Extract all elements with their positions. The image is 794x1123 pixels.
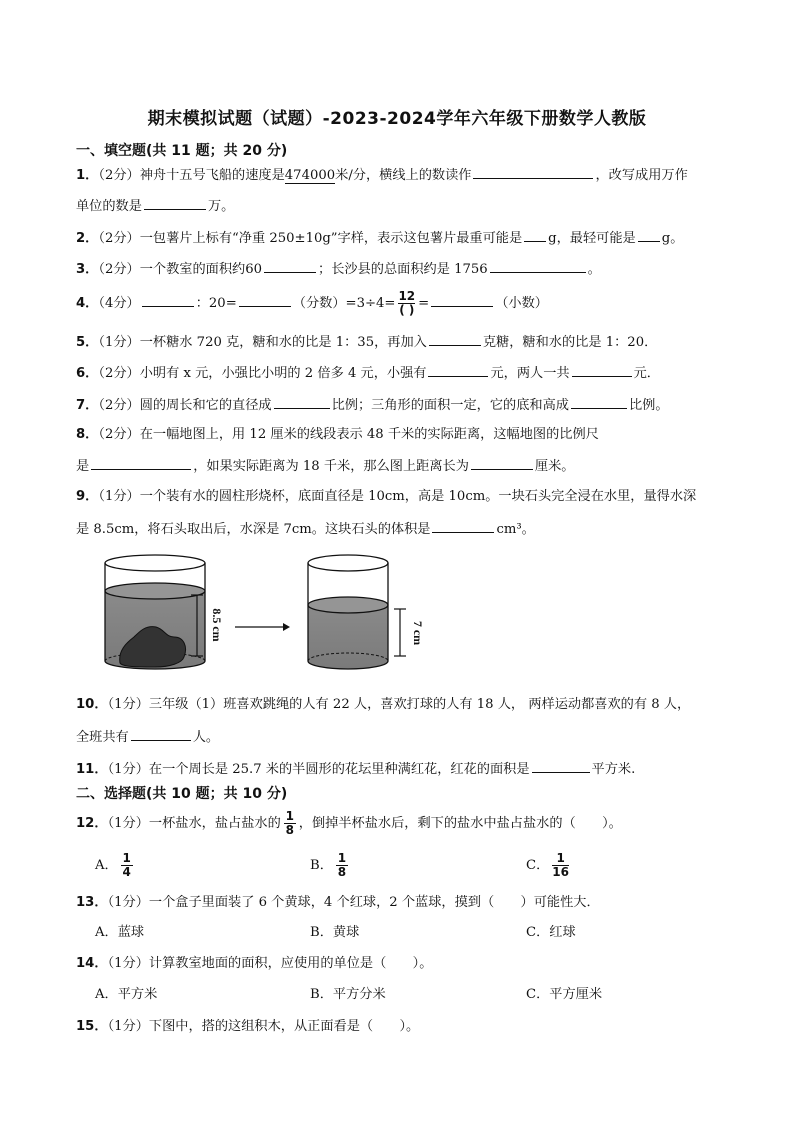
question-text: 小明有 x 元，小强比小明的 2 倍多 4 元，小强有 <box>139 366 427 381</box>
answer-blank[interactable] <box>431 292 493 307</box>
answer-blank[interactable] <box>572 362 632 377</box>
option-c[interactable]: C．平方厘米 <box>526 987 603 1002</box>
option-label: C． <box>526 858 550 873</box>
answer-blank[interactable] <box>490 258 586 273</box>
option-label: B． <box>310 858 333 873</box>
answer-blank[interactable] <box>264 258 316 273</box>
question-text: cm³。 <box>496 522 535 537</box>
points: （1分） <box>98 489 140 504</box>
section-heading-multiple-choice: 二、选择题(共 10 题；共 10 分) <box>76 786 288 802</box>
answer-blank[interactable] <box>429 331 481 346</box>
option-a[interactable] <box>95 850 136 882</box>
points: （1分） <box>98 335 140 350</box>
question-text: ，倒掉半杯盐水后，剩下的盐水中盐占盐水的（ ）。 <box>298 816 622 831</box>
points: （1分） <box>107 895 149 910</box>
question-text: ，改写成用万作 <box>595 168 688 183</box>
question-4 <box>76 290 548 318</box>
question-11 <box>76 758 635 780</box>
points: （2分） <box>98 262 140 277</box>
question-text: ，如果实际距离为 18 千米，那么图上距离长为 <box>193 459 469 474</box>
page-title: 期末模拟试题（试题）-2023-2024学年六年级下册数学人教版 <box>147 109 647 129</box>
question-text: 。 <box>587 262 601 277</box>
question-text: 一杯盐水，盐占盐水的 <box>148 816 281 831</box>
question-10-line-2 <box>76 726 219 748</box>
water-depth-label-right: 7 cm <box>411 620 425 646</box>
denominator: 16 <box>552 865 569 879</box>
question-text: 在一个周长是 25.7 米的半圆形的花坛里种满红花，红花的面积是 <box>148 762 530 777</box>
numerator: 1 <box>122 851 131 865</box>
question-text: 计算教室地面的面积，应使用的单位是（ ）。 <box>148 956 433 971</box>
denominator: 8 <box>337 865 347 879</box>
points: （4分） <box>98 296 140 311</box>
fraction <box>552 852 569 879</box>
fraction <box>121 852 133 879</box>
numerator: 1 <box>337 851 347 865</box>
question-text: 在一幅地图上，用 12 厘米的线段表示 48 千米的实际距离，这幅地图的比例尺 <box>139 427 599 442</box>
beakers-figure <box>100 553 440 678</box>
answer-blank[interactable] <box>571 394 627 409</box>
question-text: 全班共有 <box>76 730 129 745</box>
question-text: 一杯糖水 720 克，糖和水的比是 1：35，再加入 <box>139 335 427 350</box>
question-text: 比例；三角形的面积一定，它的底和高成 <box>331 398 569 413</box>
question-text: 神舟十五号飞船的速度是 <box>139 168 285 183</box>
points: （2分） <box>98 427 140 442</box>
question-9-line-1 <box>76 487 696 507</box>
question-9-line-2 <box>76 518 535 540</box>
answer-blank[interactable] <box>471 455 533 470</box>
question-number: 14． <box>76 956 108 971</box>
water-depth-label-left: 8.5 cm <box>210 608 224 642</box>
answer-blank[interactable] <box>532 758 590 773</box>
answer-blank[interactable] <box>638 227 660 242</box>
question-number: 10． <box>76 697 108 712</box>
points: （1分） <box>107 1019 149 1034</box>
fraction <box>398 290 415 317</box>
question-13 <box>76 893 600 913</box>
question-number: 15． <box>76 1019 108 1034</box>
answer-blank[interactable] <box>274 394 330 409</box>
question-text: 米/分，横线上的数读作 <box>335 168 472 183</box>
question-text: 单位的数是 <box>76 199 142 214</box>
underlined-number: 474000 <box>284 168 336 183</box>
answer-blank[interactable] <box>131 726 191 741</box>
question-text: 平方米. <box>591 762 636 777</box>
points: （2分） <box>98 168 140 183</box>
numerator: 1 <box>556 851 565 865</box>
question-7 <box>76 394 669 416</box>
question-12 <box>76 808 622 840</box>
question-2 <box>76 227 683 249</box>
fraction <box>284 810 296 837</box>
answer-blank[interactable] <box>432 518 494 533</box>
question-10-line-1 <box>76 695 690 715</box>
question-8-line-1 <box>76 425 599 445</box>
option-b[interactable]: B．平方分米 <box>310 987 386 1002</box>
points: （1分） <box>107 956 149 971</box>
question-text: 是 <box>76 459 90 474</box>
points: （2分） <box>98 231 140 246</box>
option-c[interactable] <box>526 850 572 882</box>
question-text: 三年级（1）班喜欢跳绳的人有 22 人，喜欢打球的人有 18 人， 两样运动都喜欢的有 8 人， <box>148 697 691 712</box>
option-b[interactable] <box>310 850 351 882</box>
points: （1分） <box>107 697 149 712</box>
question-number: 9． <box>76 489 99 504</box>
option-a[interactable]: A．平方米 <box>95 987 158 1002</box>
answer-blank[interactable] <box>473 164 593 179</box>
question-text: 元． <box>633 366 660 381</box>
question-6 <box>76 362 660 384</box>
question-text: ：20= <box>195 296 237 311</box>
option-a[interactable]: A．蓝球 <box>95 925 145 940</box>
question-8-line-2 <box>76 455 574 477</box>
question-text: （小数） <box>495 296 548 311</box>
question-number: 8． <box>76 427 99 442</box>
question-text: 一个教室的面积约60 <box>139 262 263 277</box>
question-number: 1． <box>76 168 99 183</box>
question-number: 2． <box>76 231 99 246</box>
question-text: g，最轻可能是 <box>548 231 636 246</box>
numerator: 1 <box>285 809 294 823</box>
section-heading-fill-in: 一、填空题(共 11 题；共 20 分) <box>76 143 288 159</box>
answer-blank[interactable] <box>524 227 546 242</box>
points: （1分） <box>107 762 149 777</box>
question-number: 6． <box>76 366 99 381</box>
question-number: 5． <box>76 335 99 350</box>
question-1-line-1 <box>76 164 688 186</box>
answer-blank[interactable] <box>144 195 206 210</box>
question-text: 下图中，搭的这组积木，从正面看是（ ）。 <box>148 1019 420 1034</box>
question-number: 13． <box>76 895 108 910</box>
option-b[interactable]: B．黄球 <box>310 925 360 940</box>
denominator: 4 <box>122 865 131 879</box>
question-text: g。 <box>661 231 684 246</box>
question-15 <box>76 1017 419 1037</box>
left-beaker <box>105 555 224 669</box>
answer-blank[interactable] <box>239 292 291 307</box>
question-text: 圆的周长和它的直径成 <box>139 398 272 413</box>
question-5 <box>76 331 657 353</box>
numerator: 12 <box>398 289 416 303</box>
option-label: A． <box>95 858 118 873</box>
option-c[interactable]: C．红球 <box>526 925 576 940</box>
question-text: 比例。 <box>628 398 669 413</box>
question-number: 11． <box>76 762 108 777</box>
question-3 <box>76 258 601 280</box>
question-text: 一个装有水的圆柱形烧杯，底面直径是 10cm，高是 10cm。一块石头完全浸在水里，量得水深 <box>139 489 697 504</box>
answer-blank[interactable] <box>91 455 191 470</box>
right-beaker <box>308 555 425 669</box>
question-text: 人。 <box>192 730 220 745</box>
question-text: = <box>418 296 430 311</box>
points: （2分） <box>98 366 140 381</box>
points: （2分） <box>98 398 140 413</box>
denominator: 8 <box>285 823 294 837</box>
question-text: 元，两人一共 <box>490 366 570 381</box>
question-14 <box>76 954 432 974</box>
question-text: 是 8.5cm，将石头取出后，水深是 7cm。这块石头的体积是 <box>76 522 431 537</box>
points: （1分） <box>107 816 149 831</box>
question-number: 4． <box>76 296 99 311</box>
question-text: 一包薯片上标有“净重 250±10g”字样，表示这包薯片最重可能是 <box>139 231 523 246</box>
answer-blank[interactable] <box>142 292 194 307</box>
arrow-icon <box>235 623 290 631</box>
question-text: 万。 <box>207 199 235 214</box>
question-number: 12． <box>76 816 108 831</box>
question-text: 厘米。 <box>534 459 575 474</box>
question-number: 7． <box>76 398 99 413</box>
question-text: 克糖，糖和水的比是 1：20． <box>482 335 658 350</box>
question-text: ；长沙县的总面积约是 1756 <box>318 262 488 277</box>
fraction <box>336 852 348 879</box>
question-text: （分数）=3÷4= <box>292 296 396 311</box>
denominator-blank[interactable]: ( ) <box>399 303 415 317</box>
question-1-line-2 <box>76 195 234 217</box>
question-number: 3． <box>76 262 99 277</box>
answer-blank[interactable] <box>428 362 488 377</box>
question-text: 一个盒子里面装了 6 个黄球，4 个红球，2 个蓝球，摸到（ ）可能性大． <box>148 895 600 910</box>
